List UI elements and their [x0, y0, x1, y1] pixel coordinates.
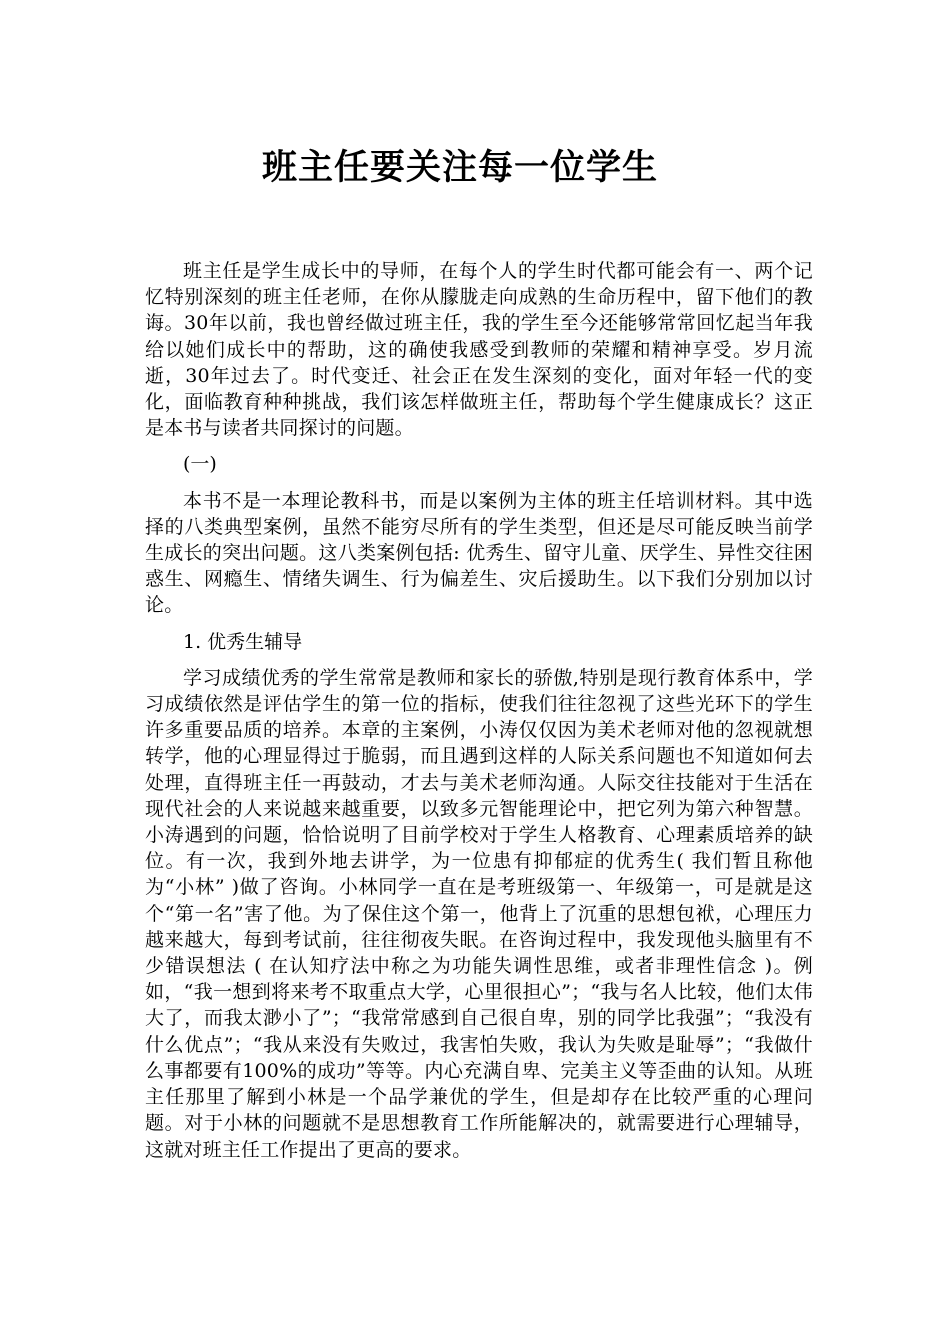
document-body — [145, 258, 813, 1173]
page-title: 班主任要关注每一位学生 — [261, 148, 658, 188]
section-heading: 1. 优秀生辅导 — [183, 630, 303, 653]
intro-paragraph: 班主任是学生成长中的导师，在每个人的学生时代都可能会有一、两个记忆特别深刻的班主任老师，在你从朦胧走向成熟的生命历程中，留下他们的教诲。30年以前，我也曾经做过班主任，我的学生至今还能够常常回忆起当年我给以她们成长中的帮助，这的确使我感受到教师的荣耀和精神享受。岁月流逝，30年过去了。时代变迁、社会正在发生深刻的变化，面对年轻一代的变化，面临教育种种挑战，我们该怎样做班主任，帮助每个学生健康成长？这正是本书与读者共同探讨的问题。 — [145, 260, 813, 440]
case-paragraph: 学习成绩优秀的学生常常是教师和家长的骄傲,特别是现行教育体系中，学习成绩依然是评估学生的第一位的指标，使我们往往忽视了这些光环下的学生许多重要品质的培养。本章的主案例，小涛仅仅因为美术老师对他的忽视就想转学，他的心理显得过于脆弱，而且遇到这样的人际关系问题也不知道如何去处理，直得班主任一再鼓动，才去与美术老师沟通。人际交往技能对于生活在现代社会的人来说越来越重要，以致多元智能理论中，把它列为第六种智慧。小涛遇到的问题，恰恰说明了目前学校对于学生人格教育、心理素质培养的缺位。有一次，我到外地去讲学，为一位患有抑郁症的优秀生( 我们暂且称他为“小林” )做了咨询。小林同学一直在是考班级第一、年级第一，可是就是这个“第一名”害了他。为了保住这个第一，他背上了沉重的思想包袱，心理压力越来越大，每到考试前，往往彻夜失眠。在咨询过程中，我发现他头脑里有不少错误想法 ( 在认知疗法中称之为功能失调性思维，或者非理性信念 )。例如，“我一想到将来考不取重点大学，心里很担心”；“我与名人比较，他们太伟大了，而我太渺小了”；“我常常感到自己很自卑，别的同学比我强”；“我没有什么优点”；“我从来没有失败过，我害怕失败，我认为失败是耻辱”；“我做什么事都要有100%的成功”等等。内心充满自卑、完美主义等歪曲的认知。从班主任那里了解到小林是一个品学兼优的学生，但是却存在比较严重的心理问题。对于小林的问题就不是思想教育工作所能解决的，就需要进行心理辅导，这就对班主任工作提出了更高的要求。 — [145, 666, 813, 1161]
section-marker: (一) — [183, 453, 217, 476]
overview-paragraph: 本书不是一本理论教科书，而是以案例为主体的班主任培训材料。其中选择的八类典型案例，虽然不能穷尽所有的学生类型，但还是尽可能反映当前学生成长的突出问题。这八类案例包括: 优秀生、留守儿童、厌学生、异性交往困惑生、网瘾生、情绪失调生、行为偏差生、灾后援助生。以下我们分别加以讨论。 — [145, 489, 813, 617]
